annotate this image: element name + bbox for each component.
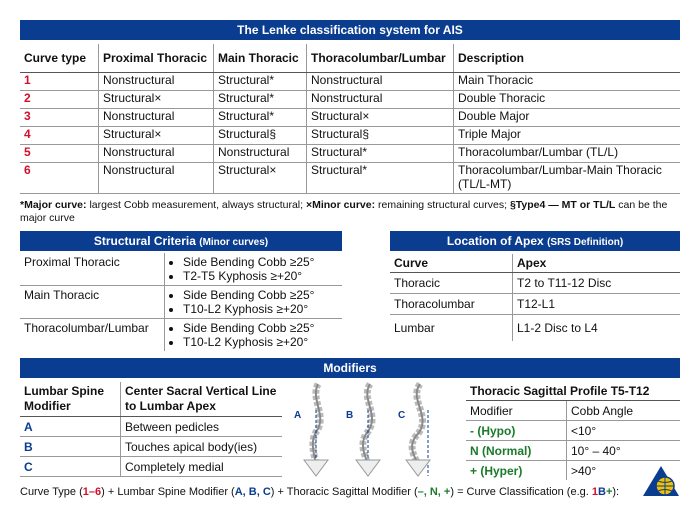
type4-term: §Type4 — MT or TL/L <box>509 199 616 211</box>
criteria-bullets <box>165 319 343 352</box>
curve-type-cell: 3 <box>20 109 99 127</box>
col-proximal-thoracic: Proximal Thoracic <box>99 44 214 73</box>
table-cell: Thoracolumbar <box>390 294 513 315</box>
table-row <box>20 286 342 319</box>
table-row <box>466 441 680 461</box>
criteria-bullet: • Side Bending Cobb ≥25° <box>183 255 338 269</box>
apex-bar <box>390 231 680 251</box>
sagittal-title: Thoracic Sagittal Profile T5-T12 <box>466 382 680 401</box>
spine-label-c: C <box>398 410 406 421</box>
table-cell: 10° – 40° <box>567 441 681 461</box>
table-row <box>390 273 680 294</box>
lumbar-code: C <box>20 457 121 477</box>
table-cell: Structural§ <box>307 127 454 145</box>
sagittal-header-row <box>466 401 680 421</box>
criteria-bullets <box>165 286 343 319</box>
formula-text: ) + Thoracic Sagittal Modifier ( <box>270 486 418 498</box>
classification-formula <box>20 486 640 498</box>
table-row <box>20 73 680 91</box>
example-sagittal: + <box>605 486 613 498</box>
table-cell: <10° <box>567 421 681 441</box>
formula-curve-range: 1–6 <box>82 486 102 498</box>
table-cell: Touches apical body(ies) <box>121 437 283 457</box>
table-row <box>20 163 680 194</box>
apex-subtitle: (SRS Definition) <box>547 237 624 248</box>
example-lumbar: B <box>598 486 606 498</box>
formula-text: ) + Lumbar Spine Modifier ( <box>101 486 235 498</box>
table-cell: Nonstructural <box>214 145 307 163</box>
criteria-bullet: • T2-T5 Kyphosis ≥+20° <box>183 269 338 283</box>
criteria-bullet: • Side Bending Cobb ≥25° <box>183 321 338 335</box>
table-cell: Structural× <box>99 91 214 109</box>
criteria-bullet: • T10-L2 Kyphosis ≥+20° <box>183 335 338 349</box>
criteria-label: Thoracolumbar/Lumbar <box>24 321 149 335</box>
table-cell: Nonstructural <box>99 145 214 163</box>
lenke-header-row <box>20 44 680 73</box>
table-row <box>20 437 282 457</box>
table-cell: Nonstructural <box>307 91 454 109</box>
criteria-label: Main Thoracic <box>20 286 165 319</box>
spine-illustrations <box>288 380 456 480</box>
col-modifier: Modifier <box>466 401 567 421</box>
table-cell: Main Thoracic <box>454 73 681 91</box>
table-cell: Structural* <box>214 91 307 109</box>
modifiers-bar <box>20 358 680 378</box>
table-row <box>20 457 282 477</box>
curve-type-cell: 1 <box>20 73 99 91</box>
logo-icon <box>641 464 681 498</box>
table-cell: Nonstructural <box>307 73 454 91</box>
spine-label-a: A <box>294 410 302 421</box>
apex-table <box>390 254 680 341</box>
col-apex: Apex <box>513 254 681 273</box>
criteria-label: Proximal Thoracic <box>20 253 165 286</box>
table-cell: Double Thoracic <box>454 91 681 109</box>
major-curve-term: *Major curve: <box>20 199 87 211</box>
table-row <box>20 145 680 163</box>
table-row <box>390 315 680 342</box>
criteria-bullet: • Side Bending Cobb ≥25° <box>183 288 338 302</box>
table-cell: Thoracolumbar/Lumbar (TL/L) <box>454 145 681 163</box>
footnote <box>20 199 680 225</box>
spine-label-b: B <box>346 410 354 421</box>
table-cell: Nonstructural <box>99 73 214 91</box>
lenke-table <box>20 44 680 194</box>
table-cell: Lumbar <box>394 321 435 335</box>
table-row <box>20 91 680 109</box>
spine-b <box>346 384 380 476</box>
table-row <box>466 421 680 441</box>
formula-lumbar-range: A, B, C <box>234 486 271 498</box>
table-cell: Triple Major <box>454 127 681 145</box>
table-cell: L1-2 Disc to L4 <box>513 315 681 342</box>
col-description: Description <box>454 44 681 73</box>
type4-text: can be the major curve <box>20 199 668 224</box>
table-cell: Nonstructural <box>99 109 214 127</box>
curve-type-cell: 5 <box>20 145 99 163</box>
criteria-subtitle: (Minor curves) <box>199 237 269 248</box>
table-row <box>20 127 680 145</box>
sagittal-code: - (Hypo) <box>466 421 567 441</box>
lumbar-header-row <box>20 382 282 417</box>
curve-type-cell: 2 <box>20 91 99 109</box>
table-cell: Structural* <box>214 73 307 91</box>
table-cell: Structural* <box>214 109 307 127</box>
table-cell: Structural× <box>214 163 307 194</box>
sagittal-code: N (Normal) <box>466 441 567 461</box>
table-row <box>390 294 680 315</box>
major-curve-text: largest Cobb measurement, always structural; <box>86 199 306 211</box>
table-row <box>20 417 282 437</box>
table-cell: >40° <box>567 461 681 481</box>
table-cell: T2 to T11-12 Disc <box>513 273 681 294</box>
table-row <box>20 109 680 127</box>
curve-type-cell: 6 <box>20 163 99 194</box>
col-curve-type: Curve type <box>20 44 99 73</box>
spine-a <box>294 384 328 476</box>
table-cell: Double Major <box>454 109 681 127</box>
col-thoracolumbar: Thoracolumbar/Lumbar <box>307 44 454 73</box>
page-title: The Lenke classification system for AIS <box>237 23 463 37</box>
criteria-bar <box>20 231 342 251</box>
table-cell: Structural§ <box>214 127 307 145</box>
formula-sagittal-range: –, N, + <box>417 486 451 498</box>
minor-curve-text: remaining structural curves; <box>375 199 510 211</box>
criteria-table <box>20 253 342 351</box>
table-cell: Structural× <box>307 109 454 127</box>
lumbar-code: A <box>20 417 121 437</box>
curve-type-cell: 4 <box>20 127 99 145</box>
col-curve: Curve <box>390 254 513 273</box>
criteria-bullet: • T10-L2 Kyphosis ≥+20° <box>183 302 338 316</box>
table-cell: Completely medial <box>121 457 283 477</box>
example-curve: 1 <box>591 486 598 498</box>
lumbar-modifier-table <box>20 382 282 477</box>
apex-title: Location of Apex <box>446 234 544 248</box>
table-cell: T12-L1 <box>513 294 681 315</box>
table-cell: Thoracolumbar/Lumbar-Main Thoracic (TL/L-MT) <box>454 163 681 194</box>
col-main-thoracic: Main Thoracic <box>214 44 307 73</box>
table-row <box>20 319 342 352</box>
table-row <box>20 253 342 286</box>
formula-text: Curve Type ( <box>20 486 83 498</box>
modifiers-title: Modifiers <box>323 361 377 375</box>
formula-text: ): <box>612 486 620 498</box>
table-cell: Thoracic <box>390 273 513 294</box>
minor-curve-term: ×Minor curve: <box>305 199 376 211</box>
criteria-bullets <box>165 253 343 286</box>
col-csvl: Center Sacral Vertical Line to Lumbar Apex <box>121 382 283 417</box>
sagittal-title-row <box>466 382 680 401</box>
criteria-title: Structural Criteria <box>93 234 196 248</box>
apex-header-row <box>390 254 680 273</box>
col-lumbar-modifier: Lumbar Spine Modifier <box>20 382 121 417</box>
table-cell: Structural× <box>99 127 214 145</box>
table-cell: Structural* <box>307 163 454 194</box>
table-cell: Between pedicles <box>121 417 283 437</box>
col-cobb-angle: Cobb Angle <box>567 401 681 421</box>
table-cell: Structural* <box>307 145 454 163</box>
lumbar-code: B <box>20 437 121 457</box>
spine-c <box>398 384 430 476</box>
table-cell: Nonstructural <box>99 163 214 194</box>
title-bar <box>20 20 680 40</box>
sagittal-code: + (Hyper) <box>470 463 523 478</box>
formula-text: ) = Curve Classification (e.g. <box>450 486 592 498</box>
